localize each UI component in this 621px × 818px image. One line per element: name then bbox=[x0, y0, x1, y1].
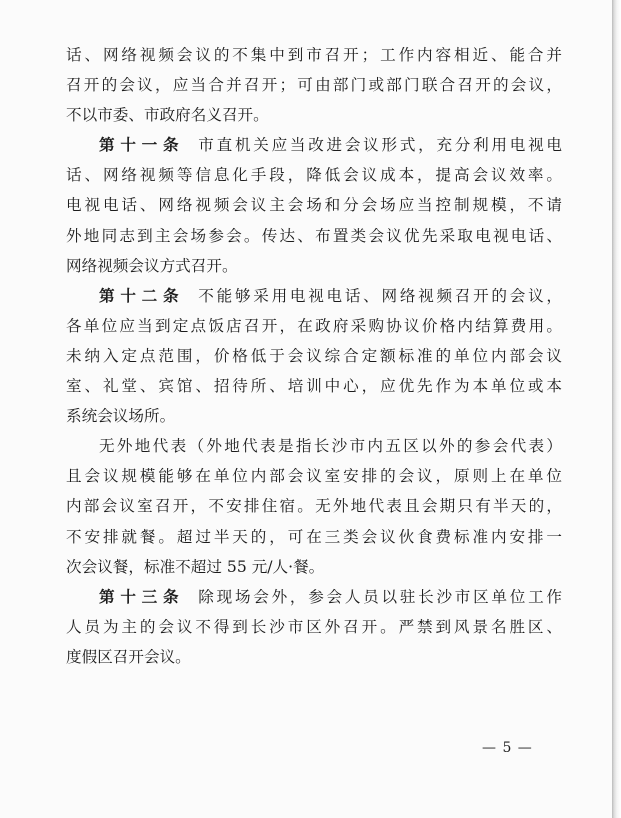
line-text: 不安排就餐。超过半天的，可在三类会议伙食费标准内安排一 bbox=[66, 527, 562, 546]
line-text: 系统会议场所。 bbox=[66, 407, 176, 426]
text-line bbox=[66, 221, 562, 251]
line-text: 外地同志到主会场参会。传达、布置类会议优先采取电视电话、 bbox=[66, 226, 562, 245]
text-line bbox=[66, 190, 562, 220]
text-line bbox=[66, 341, 562, 371]
line-text: 不以市委、市政府名义召开。 bbox=[66, 106, 269, 125]
line-text: 电视电话、网络视频会议主会场和分会场应当控制规模，不请 bbox=[66, 196, 562, 215]
line-text: 且会议规模能够在单位内部会议室安排的会议，原则上在单位 bbox=[66, 467, 562, 486]
text-line bbox=[66, 491, 562, 521]
line-text: 除现场会外，参会人员以驻长沙市区单位工作 bbox=[198, 587, 562, 606]
page-number: — 5 — bbox=[482, 740, 533, 756]
text-line bbox=[66, 461, 562, 491]
line-text: 市直机关应当改进会议形式，充分利用电视电 bbox=[198, 136, 562, 155]
line-text: 各单位应当到定点饭店召开，在政府采购协议价格内结算费用。 bbox=[66, 316, 562, 335]
text-line bbox=[66, 70, 562, 100]
line-text: 人员为主的会议不得到长沙市区外召开。严禁到风景名胜区、 bbox=[66, 617, 562, 636]
line-text: 无外地代表（外地代表是指长沙市内五区以外的参会代表） bbox=[99, 437, 562, 456]
text-line bbox=[66, 311, 562, 341]
text-line bbox=[66, 612, 562, 642]
line-text: 话、网络视频等信息化手段，降低会议成本，提高会议效率。 bbox=[66, 166, 562, 185]
line-text: 度假区召开会议。 bbox=[66, 647, 191, 666]
text-line bbox=[66, 371, 562, 401]
line-text: 不能够采用电视电话、网络视频召开的会议， bbox=[198, 286, 562, 305]
line-text: 室、礼堂、宾馆、招待所、培训中心，应优先作为本单位或本 bbox=[66, 377, 562, 396]
article-heading-line bbox=[66, 281, 562, 311]
text-line bbox=[66, 401, 562, 431]
text-line bbox=[66, 431, 562, 461]
text-line bbox=[66, 40, 562, 70]
line-text: 未纳入定点范围，价格低于会议综合定额标准的单位内部会议 bbox=[66, 346, 562, 365]
article-heading: 第十三条 bbox=[99, 586, 185, 606]
line-text: 次会议餐，标准不超过 55 元/人·餐。 bbox=[66, 557, 325, 576]
line-text: 召开的会议，应当合并召开；可由部门或部门联合召开的会议， bbox=[66, 76, 562, 95]
page-edge-shadow bbox=[612, 0, 621, 818]
line-text: 内部会议室召开，不安排住宿。无外地代表且会期只有半天的， bbox=[66, 497, 562, 516]
text-line bbox=[66, 251, 562, 281]
article-heading: 第十二条 bbox=[99, 285, 185, 305]
line-text: 话、网络视频会议的不集中到市召开；工作内容相近、能合并 bbox=[66, 46, 562, 64]
text-line bbox=[66, 552, 562, 582]
article-heading: 第十一条 bbox=[99, 135, 185, 155]
text-line bbox=[66, 642, 562, 672]
line-text: 网络视频会议方式召开。 bbox=[66, 256, 238, 275]
text-line bbox=[66, 522, 562, 552]
article-heading-line bbox=[66, 130, 562, 160]
text-line bbox=[66, 160, 562, 190]
document-body bbox=[66, 40, 562, 672]
article-heading-line bbox=[66, 582, 562, 612]
text-line bbox=[66, 100, 562, 130]
